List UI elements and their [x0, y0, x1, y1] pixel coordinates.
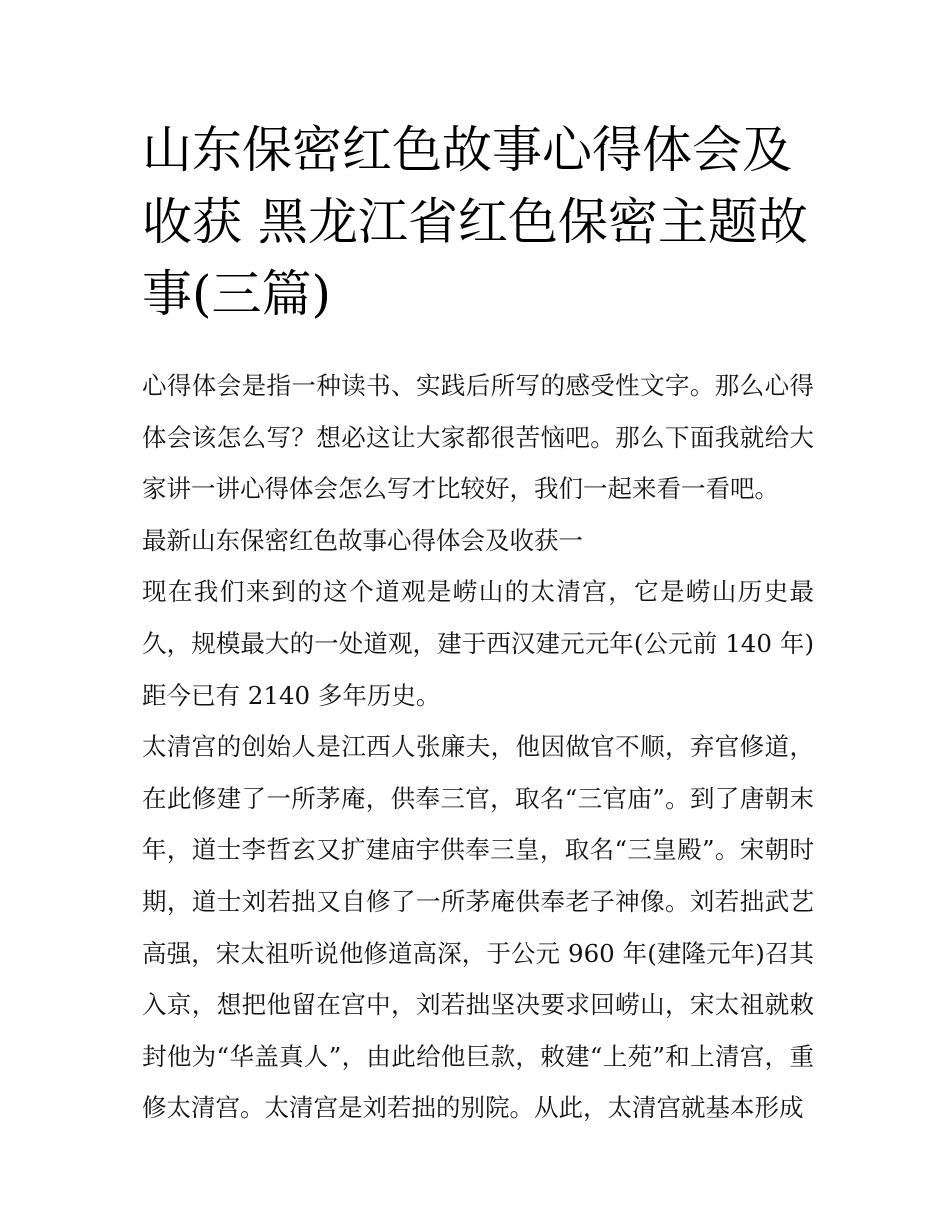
- paragraph-intro: 心得体会是指一种读书、实践后所写的感受性文字。那么心得体会该怎么写？想必这让大家都很苦恼吧。那么下面我就给大家讲一讲心得体会怎么写才比较好，我们一起来看一看吧。: [142, 371, 814, 504]
- paragraph-taiqing-history: 太清宫的创始人是江西人张廉夫，他因做官不顺，弃官修道，在此修建了一所茅庵，供奉三官，取名“三官庙”。到了唐朝末年，道士李哲玄又扩建庙宇供奉三皇，取名“三皇殿”。宋朝时期，道士刘若拙又自修了一所茅庵供奉老子神像。刘若拙武艺高强，宋太祖听说他修道高深，于公元 960 年(建隆元年)召其入京，想把他留在宫中，刘若拙坚决要求回崂山，宋太祖就敕封他为“华盖真人”，由此给他巨款，敕建“上苑”和上清宫，重修太清宫。太清宫是刘若拙的别院。从此，太清宫就基本形成: [142, 732, 814, 1123]
- document-body: [142, 360, 814, 1134]
- paragraph-taiqing-intro: 现在我们来到的这个道观是崂山的太清宫，它是崂山历史最久，规模最大的一处道观，建于西汉建元元年(公元前 140 年)距今已有 2140 多年历史。: [142, 577, 814, 710]
- document-title: 山东保密红色故事心得体会及收获 黑龙江省红色保密主题故事(三篇): [142, 121, 808, 323]
- section-heading: 最新山东保密红色故事心得体会及收获一: [142, 525, 583, 555]
